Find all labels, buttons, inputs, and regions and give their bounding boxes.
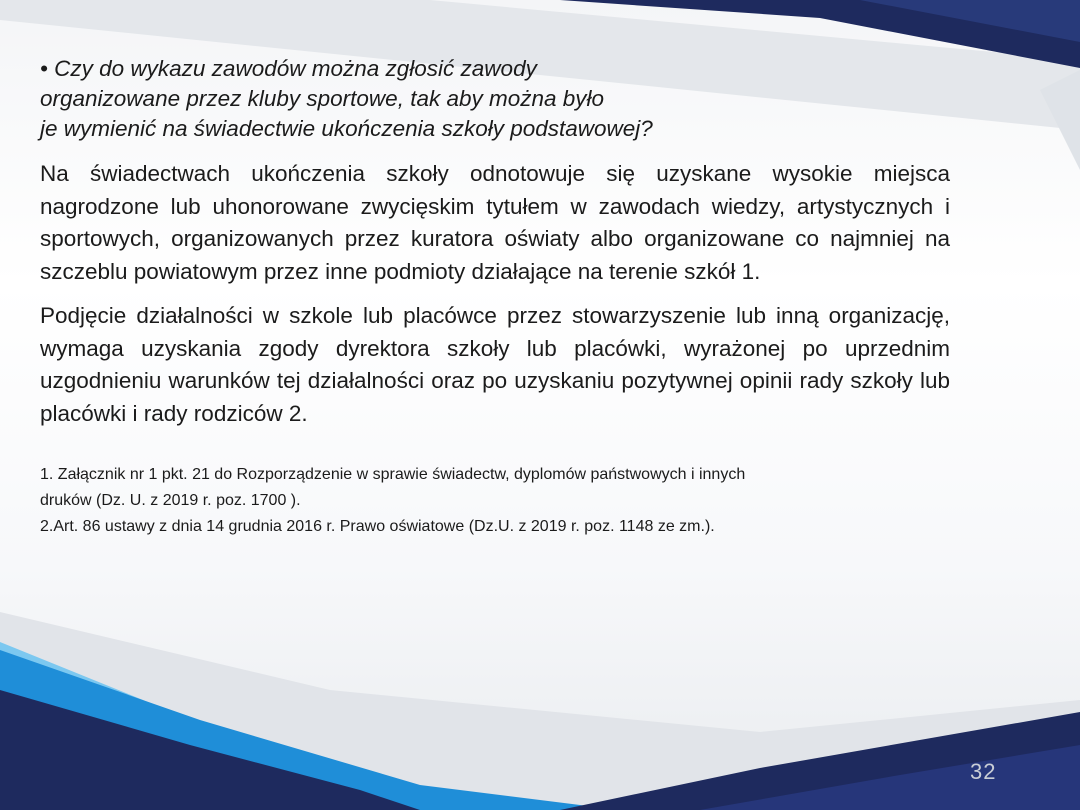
footnote-line: druków (Dz. U. z 2019 r. poz. 1700 ). xyxy=(40,492,301,509)
question-line: • Czy do wykazu zawodów można zgłosić zawody xyxy=(40,56,537,81)
question-line: je wymienić na świadectwie ukończenia szkoły podstawowej? xyxy=(40,116,653,141)
question-text xyxy=(40,54,950,144)
slide-content xyxy=(40,54,950,540)
question-line: organizowane przez kluby sportowe, tak aby można było xyxy=(40,86,605,111)
answer-paragraph-1: Na świadectwach ukończenia szkoły odnotowuje się uzyskane wysokie miejsca nagrodzone lub uhonorowane zwycięskim tytułem w zawodach wiedzy, artystycznych i sportowych, organizowanych przez kuratora oświaty albo organizowane co najmniej na szczeblu powiatowym przez inne podmioty działające na terenie szkół 1. xyxy=(40,161,950,284)
footnote-line: 1. Załącznik nr 1 pkt. 21 do Rozporządzenie w sprawie świadectw, dyplomów państwowych i innych xyxy=(40,466,746,483)
footnote-line: 2.Art. 86 ustawy z dnia 14 grudnia 2016 r. Prawo oświatowe (Dz.U. z 2019 r. poz. 1148 ze zm.). xyxy=(40,518,715,535)
answer-paragraph-2: Podjęcie działalności w szkole lub placówce przez stowarzyszenie lub inną organizację, wymaga uzyskania zgody dyrektora szkoły lub placówki, wyrażonej po uprzednim uzgodnieniu warunków tej działalności oraz po uzyskaniu pozytywnej opinii rady szkoły lub placówki i rady rodziców 2. xyxy=(40,303,950,426)
page-number: 32 xyxy=(970,759,997,784)
footnotes xyxy=(40,462,950,540)
